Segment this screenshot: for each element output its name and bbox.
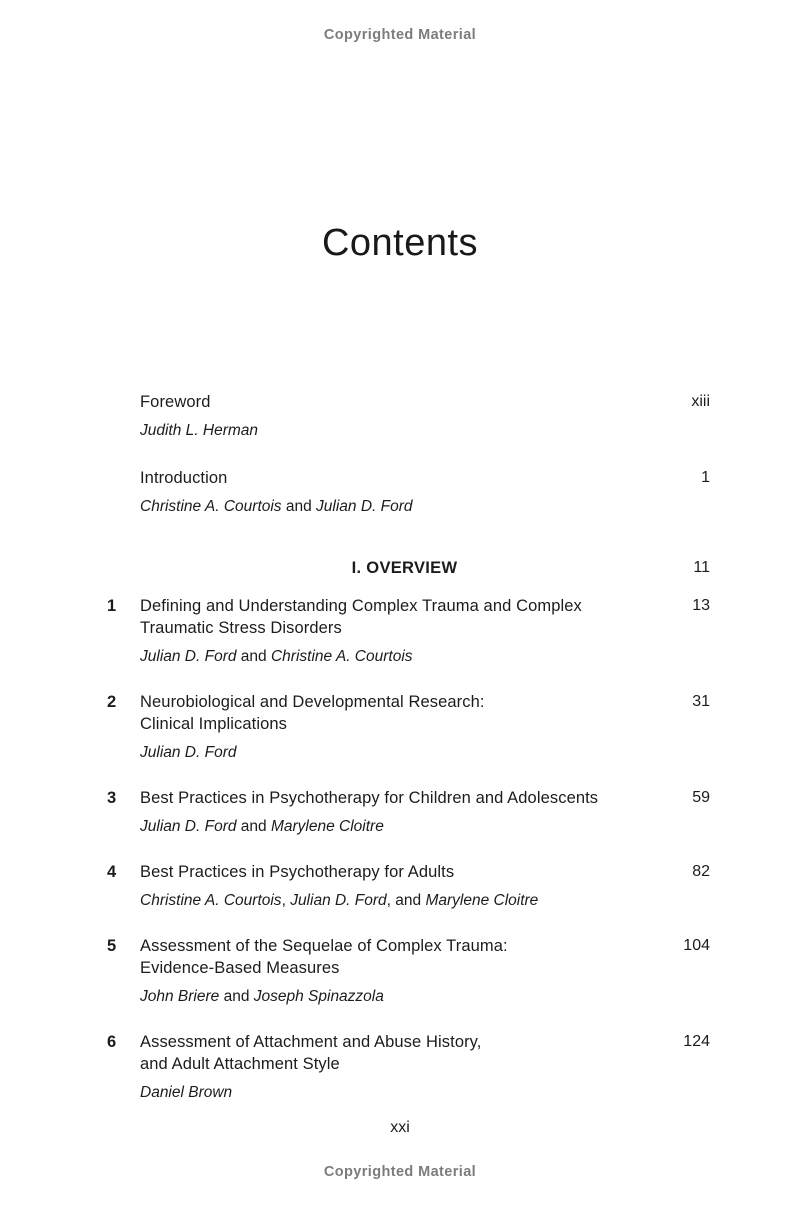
author-separator: and [236,818,271,835]
author-name: Christine A. Courtois [140,892,282,909]
entry-page-number: 59 [692,789,710,806]
section-heading-label: I. OVERVIEW [351,559,458,577]
entry-authors [140,891,710,911]
author-separator: and [236,648,271,665]
toc-entry-introduction [107,467,710,517]
chapter-number: 1 [107,597,117,615]
author-name: Joseph Spinazzola [253,988,384,1005]
author-name: Marylene Cloitre [425,892,539,909]
author-name: John Briere [140,988,220,1005]
chapter-title-line-1: Assessment of the Sequelae of Complex Trauma: [140,937,508,955]
entry-authors [140,497,710,517]
chapter-title-line-1: Best Practices in Psychotherapy for Children and Adolescents [140,789,599,807]
chapter-number: 4 [107,863,117,881]
author-name: Judith L. Herman [140,422,259,439]
entry-page-number: 82 [692,863,710,880]
chapter-number: 6 [107,1033,117,1051]
chapter-title-line-2: Clinical Implications [140,715,287,733]
entry-number-column [107,391,140,441]
chapter-title-line-2: Evidence-Based Measures [140,959,340,977]
chapter-number: 2 [107,693,117,711]
table-of-contents [107,391,710,1127]
author-name: Marylene Cloitre [270,818,384,835]
entry-page-number: 104 [683,937,710,954]
chapter-entry-4 [107,861,710,911]
entry-title: Foreword [140,393,211,411]
copyright-notice-bottom: Copyrighted Material [323,1164,477,1180]
entry-authors [140,647,710,667]
section-heading-overview [107,557,710,579]
entry-authors [140,1083,710,1103]
author-name: Julian D. Ford [140,818,237,835]
chapter-entry-2 [107,691,710,763]
author-name: Daniel Brown [140,1084,233,1101]
author-name: Julian D. Ford [140,744,237,761]
chapter-number: 5 [107,937,117,955]
section-page-number: 11 [693,559,710,576]
author-name: Christine A. Courtois [140,498,282,515]
chapter-entry-3 [107,787,710,837]
entry-page-number: 13 [692,597,710,614]
entry-page-number: xiii [691,393,710,410]
chapter-title-line-2: Traumatic Stress Disorders [140,619,342,637]
author-name: Christine A. Courtois [270,648,413,665]
author-separator: and [281,498,317,515]
entry-page-number: 124 [683,1033,710,1050]
chapter-number: 3 [107,789,117,807]
entry-number-column [107,467,140,517]
entry-page-number: 31 [692,693,710,710]
entry-page-number: 1 [701,469,710,486]
chapter-title-line-1: Best Practices in Psychotherapy for Adults [140,863,455,881]
chapter-entry-1 [107,595,710,667]
chapter-title-line-1: Defining and Understanding Complex Trauma and Complex [140,597,582,615]
entry-authors [140,817,710,837]
chapter-entry-5 [107,935,710,1007]
entry-title: Introduction [140,469,228,487]
author-name: Julian D. Ford [140,648,237,665]
toc-entry-foreword [107,391,710,441]
chapter-title-line-1: Assessment of Attachment and Abuse History, [140,1033,482,1051]
entry-authors [140,421,710,441]
author-name: Julian D. Ford [316,498,413,515]
page-folio: xxi [390,1119,410,1136]
author-separator: , [281,892,291,909]
entry-authors [140,987,710,1007]
chapter-title-line-1: Neurobiological and Developmental Research: [140,693,485,711]
author-separator: , and [386,892,426,909]
entry-authors [140,743,710,763]
author-name: Julian D. Ford [290,892,387,909]
chapter-entry-6 [107,1031,710,1103]
author-separator: and [219,988,254,1005]
chapter-title-line-2: and Adult Attachment Style [140,1055,340,1073]
contents-page-title: Contents [321,222,479,264]
copyright-notice-top: Copyrighted Material [323,27,477,43]
